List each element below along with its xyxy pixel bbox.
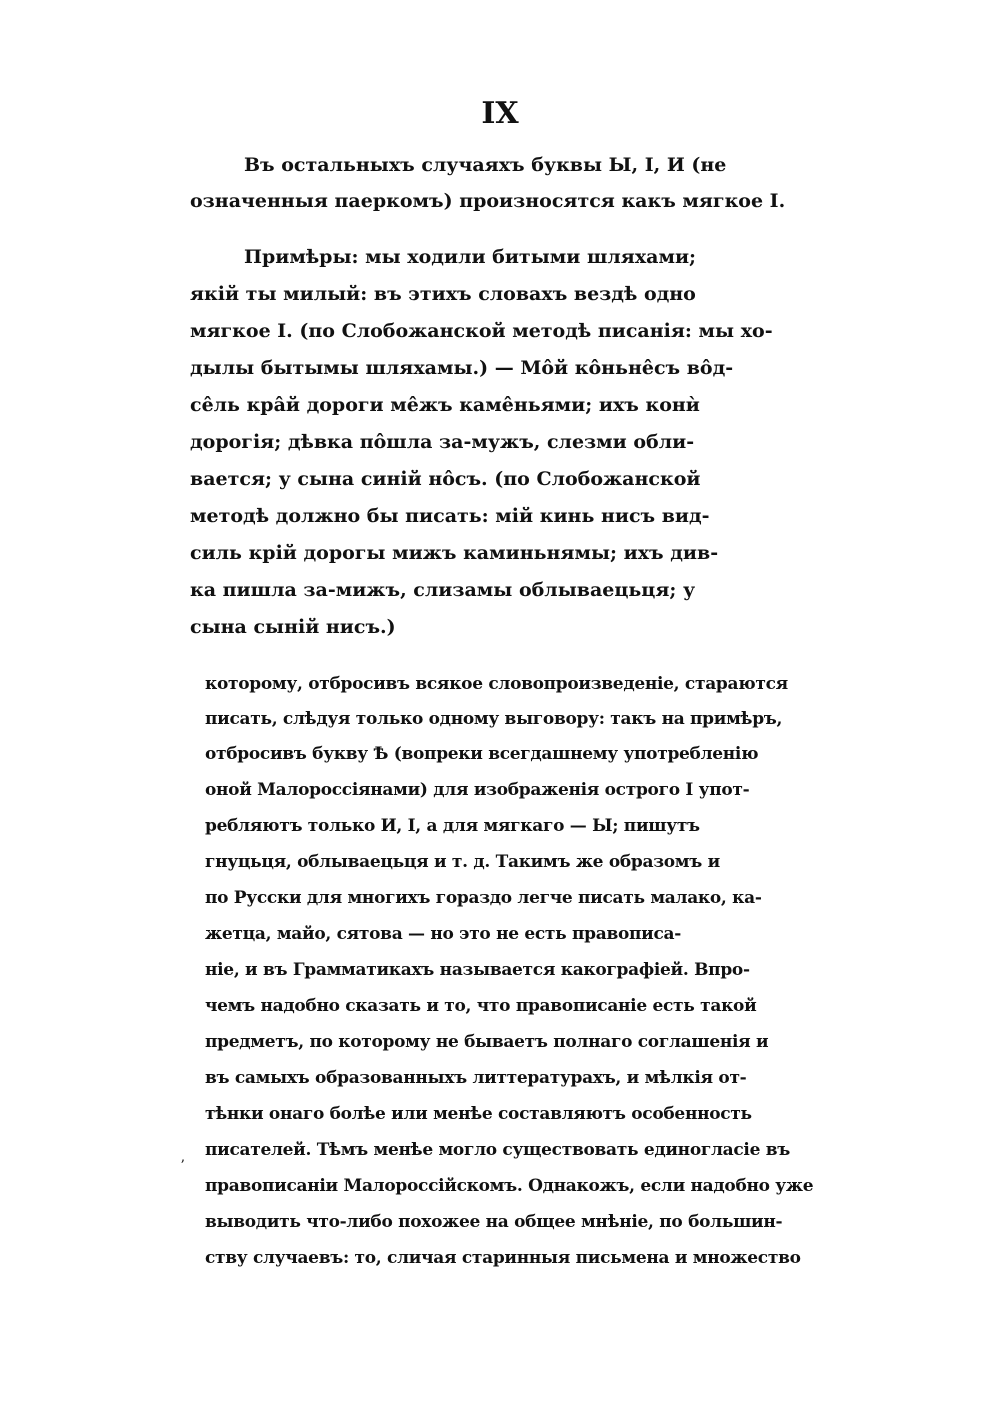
text-line: мягкое I. (по Слобожанской методѣ писанія: мы хо-: [190, 320, 773, 342]
text-line: по Русски для многихъ гораздо легче писать малако, ка-: [205, 888, 762, 908]
text-line: чемъ надобно сказать и то, что правописаніе есть такой: [205, 996, 757, 1016]
text-line: тѣнки онаго болѣе или менѣе составляютъ особенность: [205, 1104, 752, 1124]
text-line: ніе, и въ Грамматикахъ называется какографіей. Впро-: [205, 960, 750, 980]
text-line: ка пишла за-мижъ, слизамы облываецьця; у: [190, 579, 696, 601]
text-line: методѣ должно бы писать: мій кинь нисъ вид-: [190, 505, 710, 527]
text-line: писать, слѣдуя только одному выговору: такъ на примѣръ,: [205, 709, 783, 729]
text-line: выводить что-либо похожее на общее мнѣніе, по большин-: [205, 1212, 783, 1232]
text-line: якій ты милый: въ этихъ словахъ вездѣ одно: [190, 283, 696, 305]
text-line: дорогія; дѣвка пôшла за-мужъ, слезми обли-: [190, 431, 695, 453]
text-line: дылы бытымы шляхамы.) — Мôй кôньнêсъ вôд-: [190, 357, 734, 379]
text-line: гнуцьця, облываецьця и т. д. Такимъ же образомъ и: [205, 852, 720, 872]
text-line: писателей. Тѣмъ менѣе могло существовать единогласіе въ: [205, 1140, 790, 1160]
text-line: которому, отбросивъ всякое словопроизведеніе, стараются: [205, 674, 788, 694]
text-line: вается; у сына синій нôсъ. (по Слобожанской: [190, 468, 701, 490]
text-line: предметъ, по которому не бываетъ полнаго соглашенія и: [205, 1032, 769, 1052]
text-line: Въ остальныхъ случаяхъ буквы Ы, I, И (не: [244, 154, 727, 176]
text-line: сына сыній нисъ.): [190, 616, 396, 638]
text-line: ребляютъ только И, I, а для мягкаго — Ы; пишутъ: [205, 816, 700, 836]
text-line: силь крій дорогы мижъ каминьнямы; ихъ див-: [190, 542, 719, 564]
text-line: отбросивъ букву Ѣ (вопреки всегдашнему употребленію: [205, 744, 759, 764]
text-line: оной Малороссіянами) для изображенія острого I упот-: [205, 780, 750, 800]
text-line: правописаніи Малороссійскомъ. Однакожъ, если надобно уже: [205, 1176, 814, 1196]
text-line: ству случаевъ: то, сличая старинныя письмена и множество: [205, 1248, 801, 1268]
text-line: въ самыхъ образованныхъ литтературахъ, и мѣлкія от-: [205, 1068, 747, 1088]
text-line: означенныя паеркомъ) произносятся какъ мягкое I.: [190, 190, 786, 212]
page-number: IX: [481, 96, 519, 131]
text-line: жетца, майо, сятова — но это не есть правописа-: [205, 924, 681, 944]
text-line: Примѣры: мы ходили битыми шляхами;: [244, 246, 697, 268]
text-line: сêль крâй дороги мêжъ камêньями; ихъ конѝ: [190, 394, 700, 416]
margin-mark: ʼ: [180, 1158, 185, 1174]
